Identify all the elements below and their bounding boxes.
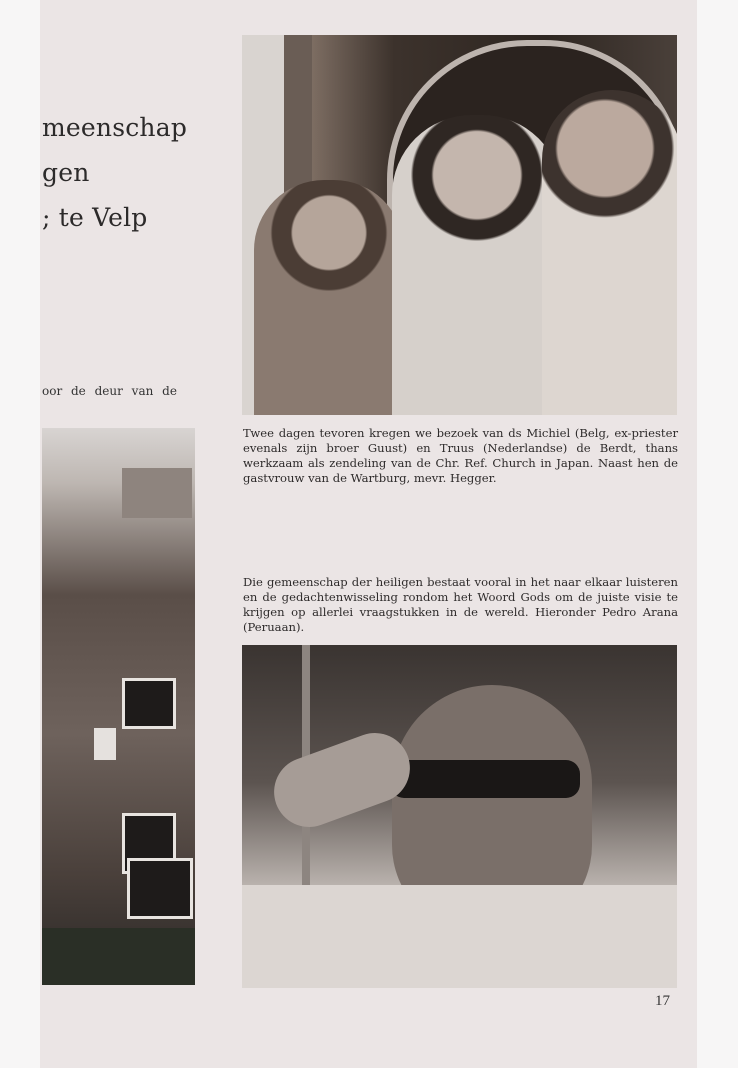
caption-bottom-photo: Die gemeenschap der heiligen bestaat vooral in het naar elkaar luisteren en de gedachtenwisseling rondom het Woord Gods om de juiste visie te krijgen op allerlei vraagstukken in de wereld. Hieronder Pedro Arana (Peruaan). (243, 575, 678, 634)
heading-line-1: meenschap (42, 113, 188, 142)
body-text-fragment: oor de deur van de (42, 384, 177, 398)
heading-line-3: ; te Velp (42, 203, 148, 232)
photo-three-people-at-door (242, 35, 677, 415)
heading-line-2: gen (42, 158, 90, 187)
page-number: 17 (655, 993, 670, 1009)
caption-top-photo: Twee dagen tevoren kregen we bezoek van ds Michiel (Belg, ex-priester evenals zijn broer Guust) en Truus (Nederlandse) de Berdt, thans werkzaam als zendeling van de Chr. Ref. Church in Japan. Naast hen de gastvrouw van de Wartburg, mevr. Hegger. (243, 426, 678, 485)
photo-wartburg-building (42, 428, 195, 985)
photo-pedro-arana (242, 645, 677, 988)
